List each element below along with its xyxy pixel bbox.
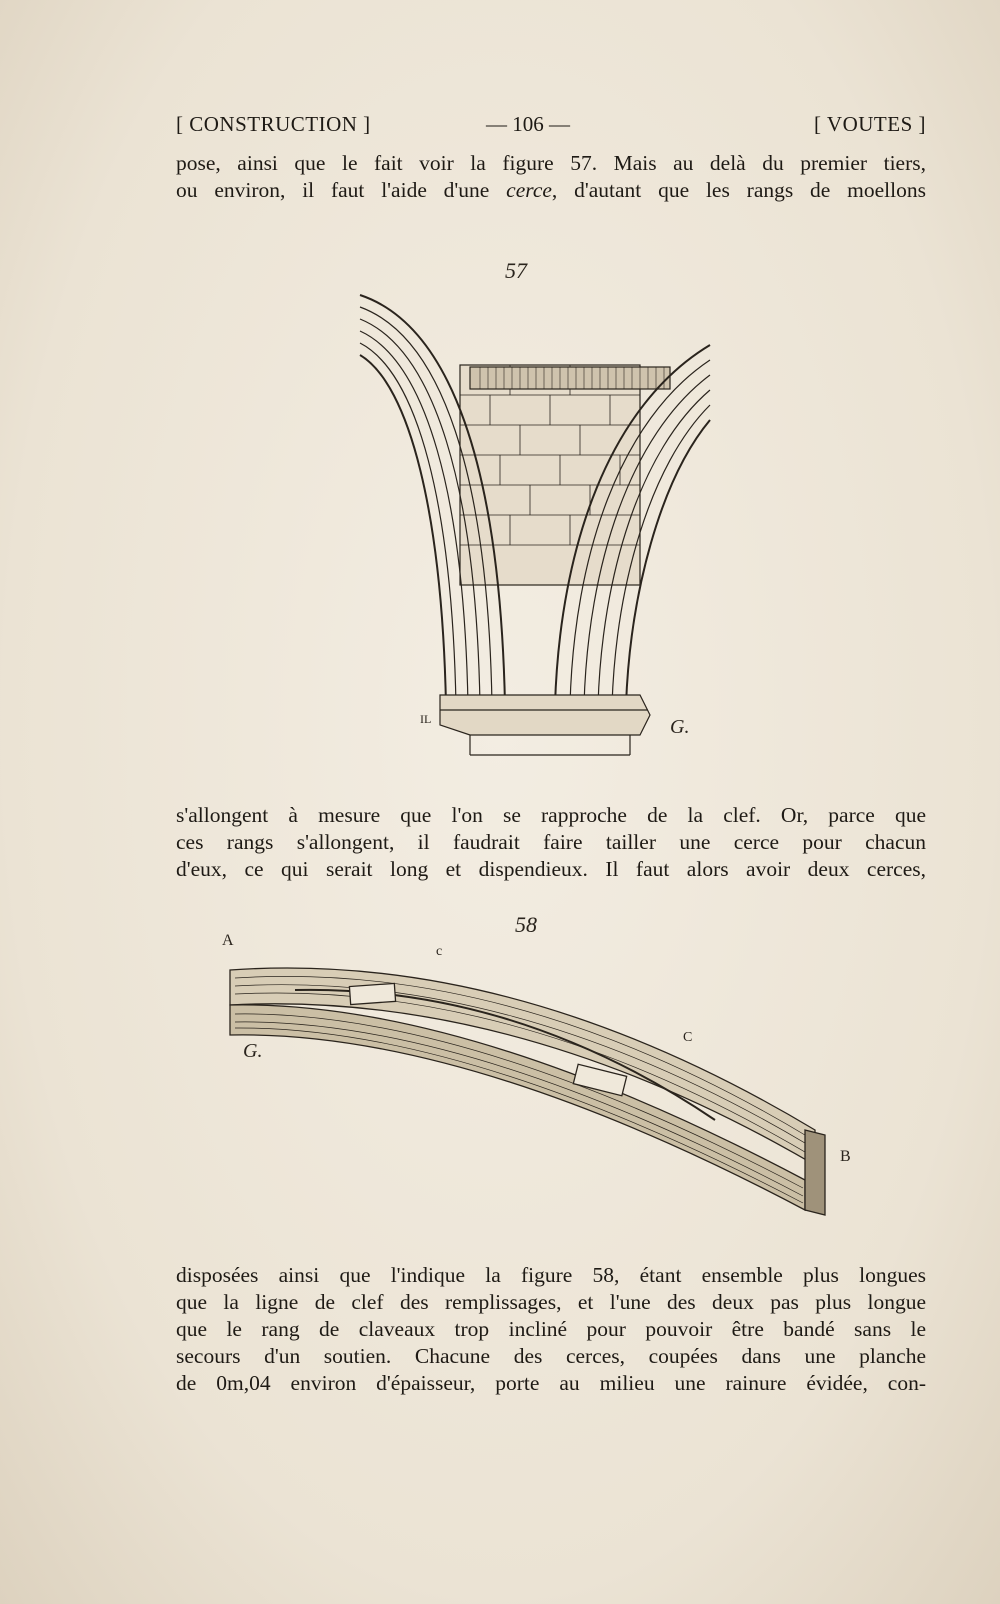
figure-58-number: 58 [515, 912, 537, 937]
figure-58-illustration [215, 950, 875, 1240]
text-line: pose, ainsi que le fait voir la figure 57. Mais au delà du premier tiers, [176, 151, 926, 175]
paragraph-3 [176, 1262, 926, 1397]
paragraph-2 [176, 802, 926, 883]
paragraph-1 [176, 150, 926, 204]
text-line: ou environ, il faut l'aide d'une cerce, d'autant que les rangs de moellons [176, 178, 926, 202]
text-line: d'eux, ce qui serait long et dispendieux. Il faut alors avoir deux cerces, [176, 857, 926, 881]
figure-57-signature-right: G. [670, 716, 690, 738]
text-line: secours d'un soutien. Chacune des cerces, coupées dans une planche [176, 1344, 926, 1368]
figure-58-label-b: B [840, 1148, 851, 1165]
running-header [176, 112, 926, 146]
page-number: — 106 — [486, 112, 570, 136]
figure-58-signature: G. [243, 1040, 263, 1062]
figure-57-illustration [330, 285, 750, 785]
figure-58-label-c-right: C [683, 1030, 693, 1045]
figure-57-number: 57 [505, 258, 527, 283]
text-line: de 0m,04 environ d'épaisseur, porte au milieu une rainure évidée, con- [176, 1371, 926, 1395]
header-section: [ CONSTRUCTION ] [176, 112, 371, 136]
text-line: que la ligne de clef des remplissages, et l'une des deux pas plus longue [176, 1290, 926, 1314]
figure-57-signature-left: IL [420, 712, 432, 726]
text-line: ces rangs s'allongent, il faudrait faire tailler une cerce pour chacun [176, 830, 926, 854]
text-line: que le rang de claveaux trop incliné pour pouvoir être bandé sans le [176, 1317, 926, 1341]
figure-58-label-c-top: c [436, 944, 443, 959]
text-line: s'allongent à mesure que l'on se rapproche de la clef. Or, parce que [176, 803, 926, 827]
text-line: disposées ainsi que l'indique la figure 58, étant ensemble plus longues [176, 1263, 926, 1287]
figure-58-label-a: A [222, 932, 234, 949]
header-chapter: [ VOUTES ] [814, 112, 926, 136]
emphasis-cerce: cerce [506, 178, 552, 202]
